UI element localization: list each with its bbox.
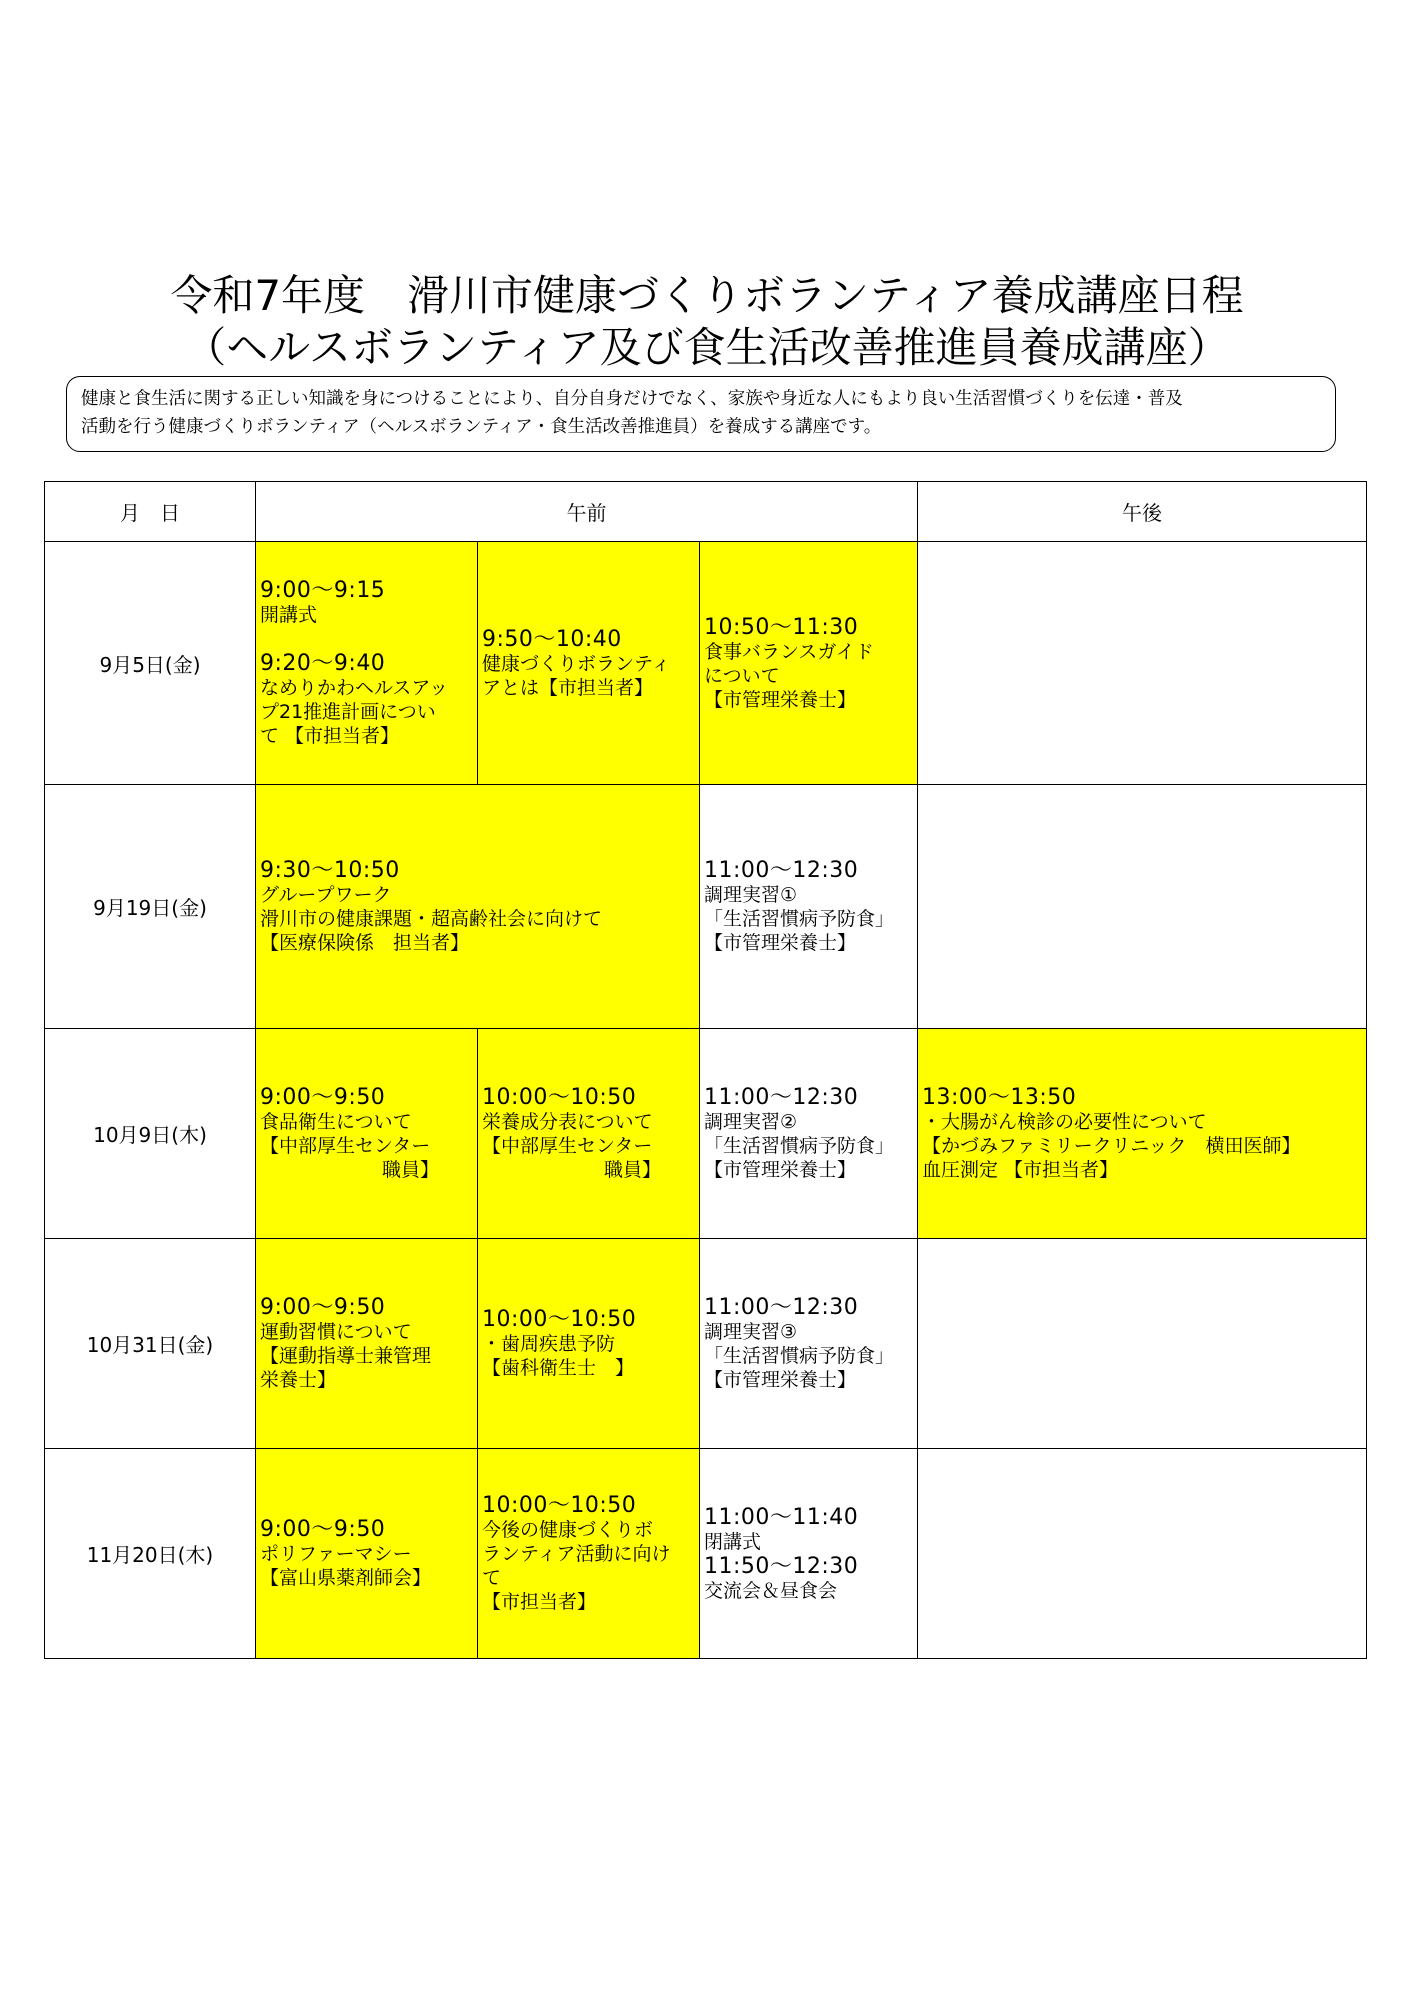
session-line: 【富山県薬剤師会】	[260, 1567, 432, 1589]
session-cell	[256, 1239, 478, 1449]
header-am: 午前	[256, 482, 918, 542]
session-line: 【中部厚生センター	[260, 1135, 431, 1157]
session-cell	[700, 1239, 918, 1449]
session-cell	[256, 1029, 478, 1239]
session-cell	[700, 1029, 918, 1239]
session-line: 【歯科衛生士 】	[482, 1357, 635, 1379]
session-time: 9:00～9:50	[260, 1085, 386, 1110]
session-time: 9:20～9:40	[260, 651, 386, 676]
session-line: 食事バランスガイド	[704, 640, 874, 663]
session-cell	[478, 1239, 700, 1449]
session-line: 今後の健康づくりボ	[482, 1519, 654, 1541]
date-cell: 10月9日(木)	[45, 1029, 256, 1239]
schedule-table	[44, 481, 1367, 1659]
session-line: 【市担当者】	[482, 1591, 597, 1613]
table-row	[45, 1449, 1367, 1659]
session-line: 食品衛生について	[260, 1111, 412, 1133]
session-line: 栄養成分表について	[482, 1111, 653, 1133]
session-cell	[478, 542, 700, 785]
session-line: 運動習慣について	[260, 1321, 412, 1343]
session-line: アとは【市担当者】	[482, 676, 654, 699]
date-cell: 11月20日(木)	[45, 1449, 256, 1659]
date-cell: 9月19日(金)	[45, 785, 256, 1029]
session-line: ポリファーマシー	[260, 1543, 412, 1565]
session-cell	[256, 1449, 478, 1659]
session-line: 「生活習慣病予防食」	[704, 1135, 895, 1157]
table-header-row	[45, 482, 1367, 542]
table-row	[45, 785, 1367, 1029]
session-time: 9:00～9:15	[260, 578, 386, 603]
page-title: 令和7年度 滑川市健康づくりボランティア養成講座日程	[170, 271, 1244, 320]
session-line: 【運動指導士兼管理	[260, 1345, 432, 1367]
session-time: 11:00～12:30	[704, 1295, 859, 1320]
date-cell: 9月5日(金)	[45, 542, 256, 785]
session-line: 「生活習慣病予防食」	[704, 1345, 895, 1367]
session-line: て 【市担当者】	[260, 725, 400, 747]
session-line: 滑川市の健康課題・超高齢社会に向けて	[260, 908, 603, 930]
session-line: プ21推進計画につい	[260, 701, 436, 723]
intro-box	[66, 376, 1336, 452]
session-time: 9:30～10:50	[260, 858, 400, 883]
session-line: 血圧測定 【市担当者】	[922, 1159, 1119, 1181]
session-line: 【医療保険係 担当者】	[260, 932, 470, 954]
session-line: 【市管理栄養士】	[704, 688, 857, 711]
session-time: 13:00～13:50	[922, 1085, 1077, 1110]
session-time: 9:00～9:50	[260, 1295, 386, 1320]
session-cell	[478, 1029, 700, 1239]
table-row	[45, 542, 1367, 785]
session-cell	[700, 785, 918, 1029]
session-line: 【かづみファミリークリニック 横田医師】	[922, 1135, 1301, 1157]
header-pm: 午後	[918, 482, 1367, 542]
session-line: 調理実習①	[704, 884, 798, 906]
session-time: 11:50～12:30	[704, 1553, 859, 1579]
session-line: 健康づくりボランティ	[482, 652, 671, 675]
session-line: 「生活習慣病予防食」	[704, 908, 895, 930]
session-line: 調理実習②	[704, 1111, 798, 1133]
session-title: 開講式	[260, 604, 318, 626]
session-time: 10:00～10:50	[482, 1493, 637, 1518]
session-cell	[256, 542, 478, 785]
intro-line-1: 健康と食生活に関する正しい知識を身につけることにより、自分自身だけでなく、家族や身近な人にもより良い生活習慣づくりを伝達・普及	[81, 389, 1183, 409]
page-subtitle: （ヘルスボランティア及び食生活改善推進員養成講座）	[184, 323, 1230, 372]
session-time: 11:00～12:30	[704, 858, 859, 883]
session-line: 閉講式	[704, 1530, 762, 1553]
session-time: 9:00～9:50	[260, 1517, 386, 1542]
session-time: 10:00～10:50	[482, 1307, 637, 1332]
session-line: ランティア活動に向け	[482, 1543, 671, 1565]
date-cell: 10月31日(金)	[45, 1239, 256, 1449]
session-line: グループワーク	[260, 884, 392, 906]
table-row	[45, 1029, 1367, 1239]
session-cell	[700, 1449, 918, 1659]
session-line: 【市管理栄養士】	[704, 1159, 857, 1181]
empty-cell	[918, 542, 1367, 785]
session-cell	[918, 1029, 1367, 1239]
session-line: 調理実習③	[704, 1321, 798, 1343]
session-line: について	[704, 664, 780, 687]
session-time: 10:00～10:50	[482, 1085, 637, 1110]
session-line: ・大腸がん検診の必要性について	[922, 1111, 1207, 1133]
session-line: 職員】	[382, 1159, 440, 1181]
session-time: 9:50～10:40	[482, 626, 622, 652]
session-line: 栄養士】	[260, 1369, 337, 1391]
session-time: 11:00～11:40	[704, 1504, 859, 1530]
empty-cell	[918, 1239, 1367, 1449]
intro-line-2: 活動を行う健康づくりボランティア（ヘルスボランティア・食生活改善推進員）を養成する講座です。	[81, 417, 882, 437]
header-date: 月 日	[45, 482, 256, 542]
empty-cell	[918, 1449, 1367, 1659]
spacer	[260, 627, 473, 651]
session-cell	[700, 542, 918, 785]
session-line: て	[482, 1567, 502, 1589]
session-line: ・歯周疾患予防	[482, 1333, 616, 1355]
session-line: 交流会＆昼食会	[704, 1579, 838, 1602]
empty-cell	[918, 785, 1367, 1029]
session-time: 11:00～12:30	[704, 1085, 859, 1110]
session-cell	[256, 785, 700, 1029]
session-line: 【市管理栄養士】	[704, 932, 857, 954]
session-cell	[478, 1449, 700, 1659]
session-line: 【市管理栄養士】	[704, 1369, 857, 1391]
session-line: なめりかわヘルスアッ	[260, 677, 449, 699]
table-row	[45, 1239, 1367, 1449]
session-line: 【中部厚生センター	[482, 1135, 653, 1157]
session-line: 職員】	[604, 1159, 662, 1181]
session-time: 10:50～11:30	[704, 614, 859, 640]
